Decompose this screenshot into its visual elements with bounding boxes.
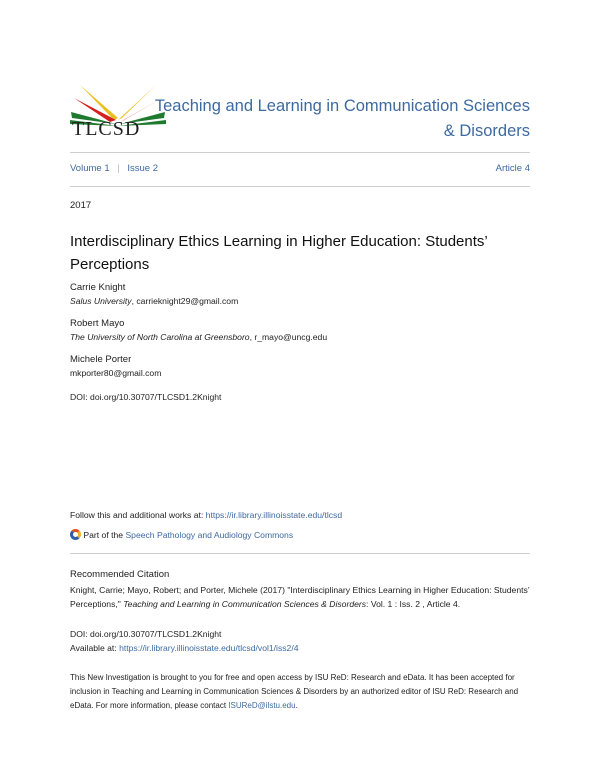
journal-title[interactable]: Teaching and Learning in Communication Sciences & Disorders <box>154 97 530 140</box>
separator: | <box>117 163 120 174</box>
author-name: Michele Porter <box>70 354 132 365</box>
contact-email-link[interactable]: ISUReD@ilstu.edu <box>228 701 296 710</box>
volume-issue <box>70 162 158 176</box>
author-affiliation: The University of North Carolina at Greensboro, r_mayo@uncg.edu <box>70 332 328 342</box>
collection-link[interactable]: https://ir.library.illinoisstate.edu/tlcsd <box>205 510 343 520</box>
footer-notice: This New Investigation is brought to you for free and open access by ISU ReD: Research and eData. It has been accepted for inclusion in Teaching and Learning in Communication Sciences & Disorders by an authorized editor of ISU ReD: Research and eData. For more information, please contact ISUReD@ilstu.edu. <box>70 673 519 710</box>
author-email: mkporter80@gmail.com <box>70 368 162 378</box>
part-of-line: Part of the Speech Pathology and Audiology Commons <box>70 528 293 542</box>
article-link[interactable]: Article 4 <box>495 163 530 174</box>
available-line: Available at: https://ir.library.illinoisstate.edu/tlcsd/vol1/iss2/4 <box>70 643 299 653</box>
network-commons-icon <box>70 529 81 540</box>
divider <box>70 152 530 153</box>
author-affiliation: Salus University, carrieknight29@gmail.com <box>70 296 239 306</box>
logo-text: TLCSD <box>72 118 141 140</box>
citation-doi: DOI: doi.org/10.30707/TLCSD1.2Knight <box>70 629 222 639</box>
follow-line: Follow this and additional works at: https://ir.library.illinoisstate.edu/tlcsd <box>70 510 343 520</box>
article-title: Interdisciplinary Ethics Learning in Higher Education: Students’ Perceptions <box>70 233 488 273</box>
year: 2017 <box>70 200 92 211</box>
author-name: Robert Mayo <box>70 318 125 329</box>
divider <box>70 186 530 187</box>
citation-text: Knight, Carrie; Mayo, Robert; and Porter, Michele (2017) "Interdisciplinary Ethics Learning in Higher Education: Students’ Perceptions," Teaching and Learning in Communication Sciences & Disorders: Vol. 1 : Iss. 2 , Article 4. <box>70 585 530 609</box>
volume-link[interactable]: Volume 1 <box>70 163 110 174</box>
author-name: Carrie Knight <box>70 282 126 293</box>
divider <box>70 553 530 554</box>
issue-link[interactable]: Issue 2 <box>127 163 159 174</box>
article-url-link[interactable]: https://ir.library.illinoisstate.edu/tlcsd/vol1/iss2/4 <box>119 643 299 653</box>
commons-link[interactable]: Speech Pathology and Audiology Commons <box>125 530 294 540</box>
citation-heading: Recommended Citation <box>70 569 170 580</box>
doi: DOI: doi.org/10.30707/TLCSD1.2Knight <box>70 392 222 402</box>
